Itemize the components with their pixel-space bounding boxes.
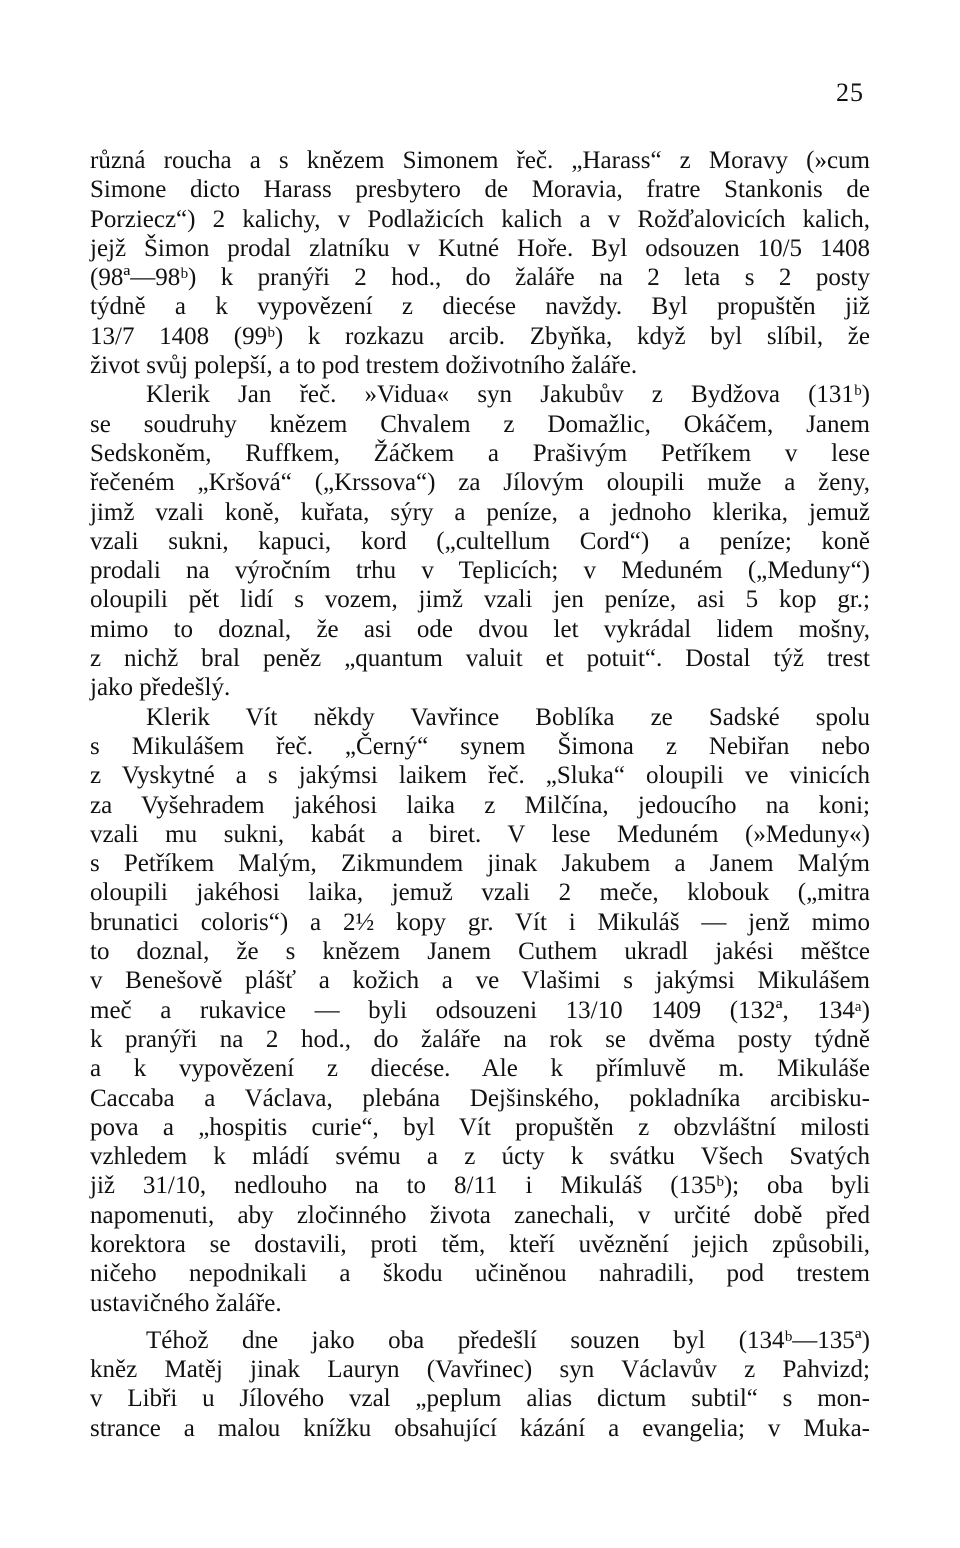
text-line: oloupili pět lidí s vozem, jimž vzali jen peníze, asi 5 kop gr.; (90, 586, 870, 614)
text-line: 13/7 1408 (99ᵇ) k rozkazu arcib. Zbyňka, když byl slíbil, že (90, 322, 870, 350)
text-line: ustavičného žaláře. (90, 1289, 282, 1317)
text-line: k pranýři na 2 hod., do žaláře na rok se dvěma posty týdně (90, 1025, 870, 1053)
text-line: týdně a k vypovězení z diecése navždy. Byl propuštěn již (90, 293, 870, 321)
text-line: Simone dicto Harass presbytero de Moravia, fratre Stankonis de (90, 176, 870, 204)
text-line: vzhledem k mládí svému a z úcty k svátku Všech Svatých (90, 1143, 870, 1171)
text-line: Klerik Jan řeč. »Vidua« syn Jakubův z Bydžova (131ᵇ) (146, 381, 870, 409)
text-line: korektora se dostavili, proti těm, kteří uvěznění jejich způsobili, (90, 1230, 870, 1258)
text-line: za Vyšehradem jakéhosi laika z Milčína, jedoucího na koni; (90, 791, 870, 819)
text-line: napomenuti, aby zločinného života zanechali, v určité době před (90, 1201, 870, 1229)
text-line: jako předešlý. (90, 674, 231, 702)
text-line: ničeho nepodnikali a škodu učiněnou nahradili, pod trestem (90, 1260, 870, 1288)
page-text (90, 146, 870, 1443)
text-line: Téhož dne jako oba předešlí souzen byl (134ᵇ—135ª) (146, 1326, 870, 1354)
page-number: 25 (836, 78, 864, 107)
text-line: brunatici coloris“) a 2½ kopy gr. Vít i Mikuláš — jenž mimo (90, 908, 870, 936)
text-line: pova a „hospitis curie“, byl Vít propuštěn z obzvláštní milosti (90, 1113, 870, 1141)
text-line: z Vyskytné a s jakýmsi laikem řeč. „Sluka“ oloupili ve vinicích (90, 762, 870, 790)
text-line: vzali mu sukni, kabát a biret. V lese Meduném (»Meduny«) (90, 820, 870, 848)
text-line: s Mikulášem řeč. „Černý“ synem Šimona z Nebiřan nebo (90, 732, 870, 760)
text-line: život svůj polepší, a to pod trestem doživotního žaláře. (90, 352, 638, 380)
text-line: se soudruhy knězem Chvalem z Domažlic, Okáčem, Janem (90, 410, 870, 438)
text-line: v Benešově plášť a kožich a ve Vlašimi s jakýmsi Mikulášem (90, 967, 870, 995)
text-line: mimo to doznal, že asi ode dvou let vykrádal lidem mošny, (90, 615, 870, 643)
text-line: různá roucha a s knězem Simonem řeč. „Harass“ z Moravy (»cum (90, 147, 870, 174)
text-line: strance a malou knížku obsahující kázání a evangelia; v Muka- (90, 1414, 870, 1442)
text-line: a k vypovězení z diecése. Ale k přímluvě m. Mikuláše (90, 1055, 870, 1083)
text-line: z nichž bral peněz „quantum valuit et potuit“. Dostal týž trest (90, 645, 870, 673)
text-line: s Petříkem Malým, Zikmundem jinak Jakubem a Janem Malým (90, 850, 870, 878)
text-line: to doznal, že s knězem Janem Cuthem ukradl jakési měštce (90, 938, 870, 966)
text-line: oloupili jakéhosi laika, jemuž vzali 2 meče, klobouk („mitra (90, 879, 870, 907)
text-line: (98ª—98ᵇ) k pranýři 2 hod., do žaláře na 2 leta s 2 posty (90, 264, 870, 292)
text-line: již 31/10, nedlouho na to 8/11 i Mikuláš (135ᵇ); oba byli (90, 1172, 870, 1200)
text-line: Sedskoněm, Ruffkem, Žáčkem a Prašivým Petříkem v lese (90, 439, 870, 467)
text-line: Caccaba a Václava, plebána Dejšinského, pokladníka arcibisku- (90, 1084, 870, 1112)
text-line: Klerik Vít někdy Vavřince Boblíka ze Sadské spolu (146, 703, 870, 731)
text-line: prodali na výročním trhu v Teplicích; v Meduném („Meduny“) (90, 557, 870, 585)
text-line: řečeném „Kršová“ („Krssova“) za Jílovým oloupili muže a ženy, (90, 469, 870, 497)
text-line: jimž vzali koně, kuřata, sýry a peníze, a jednoho klerika, jemuž (90, 498, 870, 526)
text-line: Porziecz“) 2 kalichy, v Podlažicích kalich a v Rožďalovicích kalich, (90, 205, 870, 233)
text-line: v Libři u Jílového vzal „peplum alias dictum subtil“ s mon- (90, 1385, 870, 1413)
text-line: kněz Matěj jinak Lauryn (Vavřinec) syn Václavův z Pahvizd; (90, 1356, 870, 1384)
text-line: meč a rukavice — byli odsouzeni 13/10 1409 (132ª, 134ᵃ) (90, 996, 870, 1024)
text-line: vzali sukni, kapuci, kord („cultellum Cord“) a peníze; koně (90, 527, 870, 555)
text-line: jejž Šimon prodal zlatníku v Kutné Hoře. Byl odsouzen 10/5 1408 (90, 234, 870, 262)
